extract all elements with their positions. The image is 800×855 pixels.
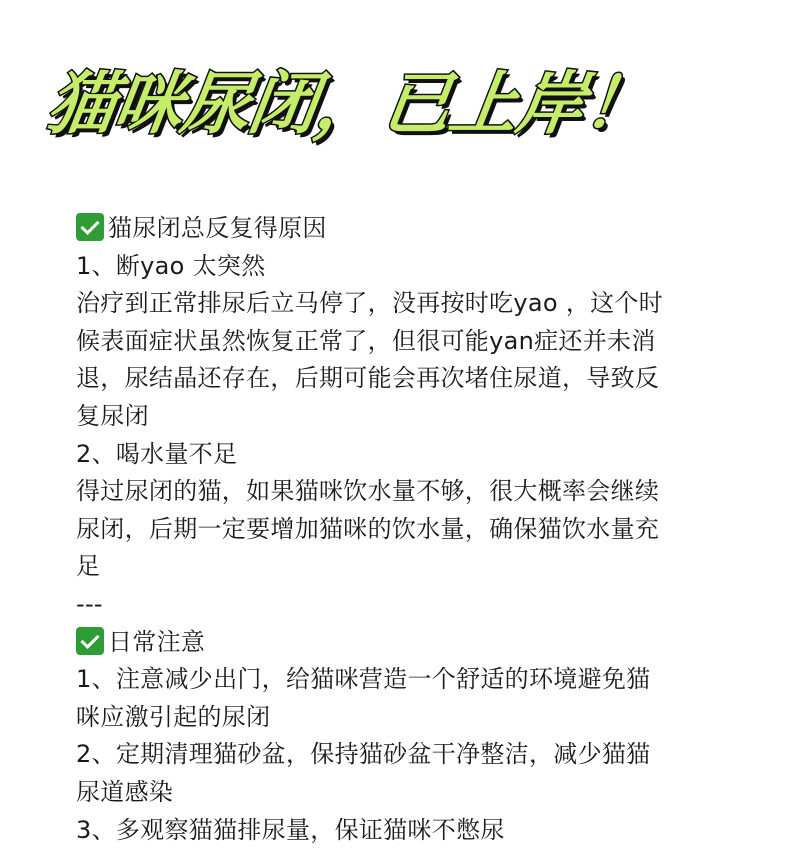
page-title: 猫咪尿闭，已上岸！ xyxy=(42,65,657,144)
text-line: 3、多观察猫猫排尿量，保证猫咪不憋尿 xyxy=(76,815,505,844)
text-line: 候表面症状虽然恢复正常了，但很可能yan症还并未消 xyxy=(76,326,656,355)
text-line: 1、注意减少出门，给猫咪营造一个舒适的环境避免猫 xyxy=(76,665,651,694)
section-heading-daily-care xyxy=(76,624,736,662)
check-mark-icon xyxy=(76,213,104,241)
text-line: 2、喝水量不足 xyxy=(76,439,238,468)
section-heading-text: 猫尿闭总反复得原因 xyxy=(108,214,327,242)
divider: --- xyxy=(76,589,103,618)
section-heading-causes xyxy=(76,210,736,248)
text-line: 退，尿结晶还存在，后期可能会再次堵住尿道，导致反 xyxy=(76,364,660,393)
text-line: 1、断yao 太突然 xyxy=(76,251,266,280)
text-line: 2、定期清理猫砂盆，保持猫砂盆干净整洁，减少猫猫 xyxy=(76,740,651,769)
check-mark-icon xyxy=(76,627,104,655)
text-line: 足 xyxy=(76,552,101,581)
text-line: 尿道感染 xyxy=(76,777,174,806)
text-line: 复尿闭 xyxy=(76,401,149,430)
text-line: 咪应激引起的尿闭 xyxy=(76,702,271,731)
text-line: 尿闭，后期一定要增加猫咪的饮水量，确保猫饮水量充 xyxy=(76,514,660,543)
text-line: 得过尿闭的猫，如果猫咪饮水量不够，很大概率会继续 xyxy=(76,477,660,506)
text-line: 治疗到正常排尿后立马停了，没再按时吃yao ，这个时 xyxy=(76,289,664,318)
article-body xyxy=(76,210,736,849)
section-heading-text: 日常注意 xyxy=(108,627,206,656)
